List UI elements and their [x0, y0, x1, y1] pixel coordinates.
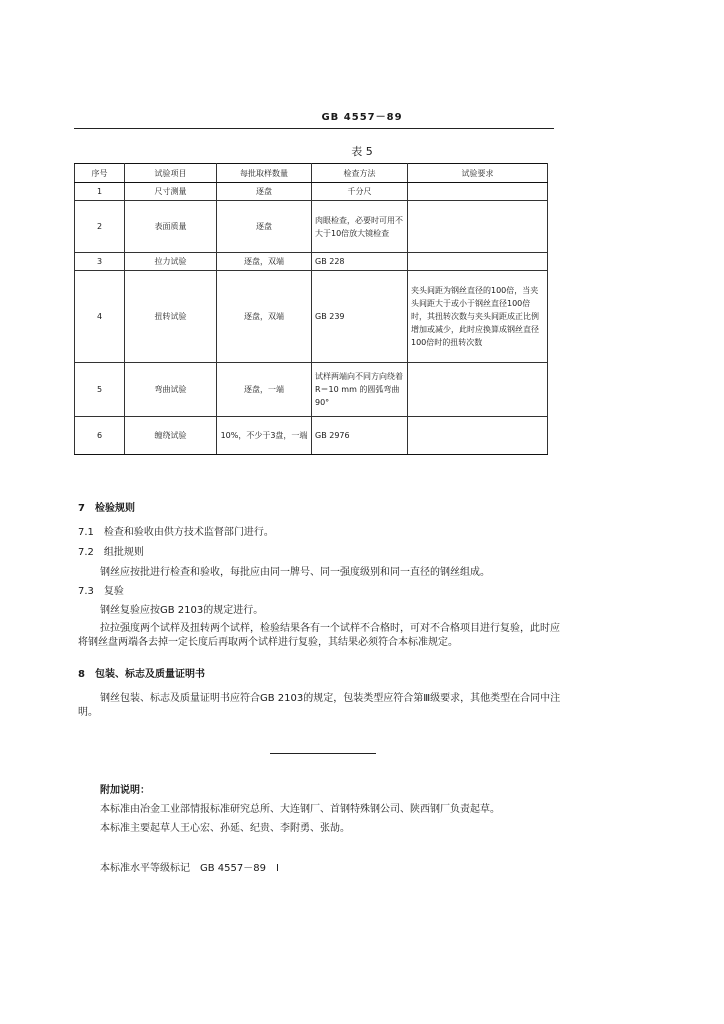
cell-item: 表面质量 [125, 201, 217, 253]
clause-7-3-heading: 7.3 复验 [78, 586, 124, 597]
cell-method: 肉眼检查，必要时可用不大于10倍放大镜检查 [312, 201, 408, 253]
cell-no: 3 [75, 253, 125, 271]
cell-item: 尺寸测量 [125, 183, 217, 201]
cell-req [408, 253, 548, 271]
grade-mark: 本标准水平等级标记 GB 4557－89 I [100, 863, 279, 874]
cell-no: 6 [75, 417, 125, 455]
column-header: 每批取样数量 [217, 164, 312, 183]
cell-req [408, 183, 548, 201]
cell-no: 2 [75, 201, 125, 253]
table-title: 表 5 [351, 145, 373, 158]
cell-qty: 逐盘，一端 [217, 363, 312, 417]
cell-req [408, 201, 548, 253]
cell-qty: 10%，不少于3盘，一端 [217, 417, 312, 455]
column-header: 试验要求 [408, 164, 548, 183]
cell-item: 扭转试验 [125, 271, 217, 363]
notes-line-1: 本标准由冶金工业部情报标准研究总所、大连钢厂、首钢特殊钢公司、陕西钢厂负责起草。 [100, 804, 500, 815]
cell-item: 弯曲试验 [125, 363, 217, 417]
inspection-table [74, 163, 548, 455]
notes-line-2: 本标准主要起草人王心宏、孙延、纪贵、李附勇、张劼。 [100, 823, 350, 834]
table-row [75, 363, 548, 417]
clause-7-3-text-1: 钢丝复验应按GB 2103的规定进行。 [100, 605, 264, 616]
cell-qty: 逐盘 [217, 183, 312, 201]
clause-7-2-text: 钢丝应按批进行检查和验收，每批应由同一牌号、同一强度级别和同一直径的钢丝组成。 [100, 567, 490, 578]
table-header-row [75, 164, 548, 183]
standard-code: GB 4557－89 [321, 112, 403, 123]
column-header: 检查方法 [312, 164, 408, 183]
cell-method: GB 239 [312, 271, 408, 363]
table-row [75, 253, 548, 271]
cell-method: 试样两端向不同方向绕着 R＝10 mm 的圆弧弯曲90° [312, 363, 408, 417]
cell-req [408, 363, 548, 417]
cell-method: 千分尺 [312, 183, 408, 201]
cell-qty: 逐盘，双端 [217, 253, 312, 271]
section-7-heading: 7 检验规则 [78, 503, 135, 514]
clause-7-1: 7.1 检查和验收由供方技术监督部门进行。 [78, 527, 274, 538]
cell-qty: 逐盘 [217, 201, 312, 253]
table-row [75, 183, 548, 201]
cell-item: 缠绕试验 [125, 417, 217, 455]
table-row [75, 271, 548, 363]
column-header: 试验项目 [125, 164, 217, 183]
end-rule [270, 753, 376, 754]
section-8-heading: 8 包装、标志及质量证明书 [78, 669, 205, 680]
section-8-text: 钢丝包装、标志及质量证明书应符合GB 2103的规定，包装类型应符合第Ⅲ级要求，其他类型在合同中注明。 [78, 693, 561, 718]
column-header: 序号 [75, 164, 125, 183]
notes-title: 附加说明： [100, 785, 150, 796]
cell-method: GB 2976 [312, 417, 408, 455]
header-rule [74, 128, 554, 129]
clause-7-3-text-2: 拉拉强度两个试样及扭转两个试样，检验结果各有一个试样不合格时，可对不合格项目进行复验，此时应将钢丝盘两端各去掉一定长度后再取两个试样进行复验，其结果必须符合本标准规定。 [78, 623, 560, 648]
clause-7-2-heading: 7.2 组批规则 [78, 547, 144, 558]
cell-qty: 逐盘，双端 [217, 271, 312, 363]
cell-req: 夹头间距为钢丝直径的100倍，当夹头间距大于或小于钢丝直径100倍时，其扭转次数与夹头间距成正比例增加或减少，此时应换算成钢丝直径100倍时的扭转次数 [408, 271, 548, 363]
cell-no: 4 [75, 271, 125, 363]
cell-item: 拉力试验 [125, 253, 217, 271]
cell-req [408, 417, 548, 455]
table-row [75, 201, 548, 253]
cell-no: 5 [75, 363, 125, 417]
cell-no: 1 [75, 183, 125, 201]
table-row [75, 417, 548, 455]
cell-method: GB 228 [312, 253, 408, 271]
